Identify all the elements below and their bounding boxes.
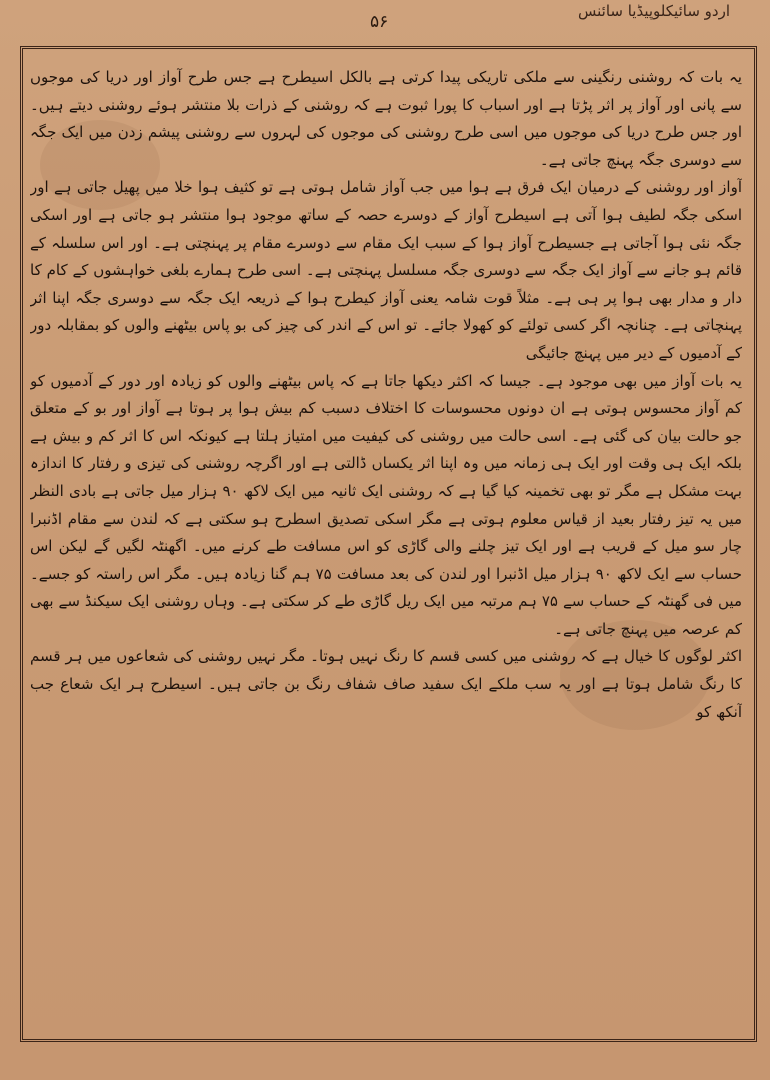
- page-number: ۵۶: [370, 12, 389, 32]
- page-header: [0, 0, 770, 40]
- paragraph-sound-and-light: آواز اور روشنی کے درمیان ایک فرق ہے ہوا میں جب آواز شامل ہوتی ہے تو کثیف ہوا خلا میں پھیل جاتی ہے اور اسکی جگہ لطیف ہوا آتی ہے اسیطرح آواز کے دوسرے حصہ کے ساتھ موجود ہوا منتشر ہو جاتی ہے اور اسکی جگہ نئی ہوا آجاتی ہے جسیطرح آواز ہوا کے سبب ایک مقام سے دوسرے مقام پر پہنچتی ہے۔ اور اس سلسلہ کے قائم ہو جانے سے آواز ایک جگہ سے دوسری جگہ مسلسل پہنچتی ہے۔ اسی طرح ہمارے بلغی خواہشوں کے کام کا دار و مدار بھی ہوا پر ہی ہے۔ مثلاً قوت شامہ یعنی آواز کیطرح ہوا کے ذریعہ ایک جگہ سے دوسری جگہ اپنا اثر پہنچاتی ہے۔ چنانچہ اگر کسی تولئے کو کھولا جائے۔ تو اس کے اندر کی چیز کی بو پاس بیٹھنے والوں کو بمقابلہ دور کے آدمیوں کے دیر میں پہنچ جائیگی: [30, 178, 742, 362]
- urdu-body-text: [30, 64, 742, 1034]
- running-head: اردو سائیکلوپیڈیا سائنس: [578, 2, 730, 20]
- paragraph-colors-of-light: اکثر لوگوں کا خیال ہے کہ روشنی میں کسی قسم کا رنگ نہیں ہوتا۔ مگر نہیں روشنی کی شعاعوں میں ہر قسم کا رنگ شامل ہوتا ہے اور یہ سب ملکے ایک سفید صاف شفاف رنگ بن جاتی ہیں۔ اسیطرح ہر ایک شعاع جب آنکھ کو: [30, 647, 742, 721]
- paragraph-speed-of-light: یہ بات آواز میں بھی موجود ہے۔ جیسا کہ اکثر دیکھا جاتا ہے کہ پاس بیٹھنے والوں کو زیادہ اور دور کے آدمیوں کو کم آواز محسوس ہوتی ہے ان دونوں محسوسات کا اختلاف دسبب کم بیش ہوا پر ہوتا ہے آواز اور بو کے متعلق جو حالت بیان کی گئی ہے۔ اسی حالت میں روشنی کی کیفیت میں امتیاز ہلتا ہے کیونکہ اس کا اثر کم و بیش ہے بلکہ ایک ہی وقت اور ایک ہی زمانہ میں وہ اپنا اثر یکساں ڈالتی ہے اور اگرچہ روشنی کی تیزی و رفتار کا اندازہ بہت مشکل ہے مگر تو بھی تخمینہ کیا گیا ہے کہ روشنی ایک ثانیہ میں ایک لاکھ ۹۰ ہزار میل جاتی ہے بادی النظر میں یہ تیز رفتار بعید از قیاس معلوم ہوتی ہے مگر اسکی تصدیق اسطرح ہو سکتی ہے کہ لندن سے مقام اڈنبرا چار سو میل کے قریب ہے اور ایک تیز چلنے والی گاڑی کو اس مسافت طے کرنے میں۔ اگھنٹہ لگیں گے لیکن اس حساب سے ایک لاکھ ۹۰ ہزار میل اڈنبرا اور لندن کی بعد مسافت ۷۵ ہم گنا زیادہ ہیں۔ مگر اس راستہ کو جسے۔ میں فی گھنٹہ کے حساب سے ۷۵ ہم مرتبہ میں ایک ریل گاڑی طے کر سکتی ہے۔ وہاں روشنی ایک سیکنڈ سے بھی کم عرصہ میں پہنچ جاتی ہے۔: [30, 371, 742, 638]
- paragraph-light-waves: یہ بات کہ روشنی رنگینی سے ملکی تاریکی پیدا کرتی ہے بالکل اسیطرح ہے جس طرح آواز اور دریا کی موجوں سے پانی اور آواز پر اثر پڑتا ہے اور اسباب کا پورا ثبوت ہے کہ روشنی کے ذرات بلا منتشر ہوئے روشنی دیتے ہیں۔ اور جس طرح دریا کی موجوں میں اسی طرح روشنی کی موجوں کی لہروں سے روشنی پیشم زدن میں ایک جگہ سے دوسری جگہ پہنچ جاتی ہے۔: [30, 68, 742, 169]
